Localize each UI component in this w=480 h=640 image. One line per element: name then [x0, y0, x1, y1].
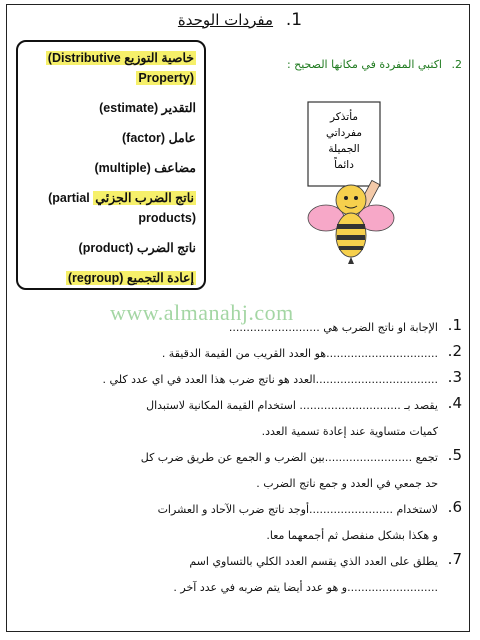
section-heading: مفردات الوحدة	[177, 11, 274, 29]
question-item	[20, 446, 462, 491]
vocab-arabic: ناتج الضرب	[136, 241, 196, 255]
vocab-english: Property)	[138, 71, 194, 85]
vocab-arabic: خاصية التوزيع	[124, 51, 194, 65]
question-item	[20, 498, 462, 543]
vocab-english: (regroup)	[67, 271, 124, 285]
question-number: 6.	[447, 498, 462, 516]
vocab-arabic: التقدير	[161, 101, 196, 115]
vocab-english: (estimate)	[99, 101, 159, 115]
question-item	[20, 368, 462, 387]
question-item	[20, 550, 462, 595]
section-title	[0, 10, 480, 30]
vocab-arabic: عامل	[168, 131, 196, 145]
vocab-english: (product)	[78, 241, 134, 255]
watermark: www.almanahj.com	[110, 300, 294, 325]
question-number: 4.	[447, 394, 462, 412]
sign-line: دائماً	[334, 159, 354, 171]
vocab-item	[26, 158, 196, 178]
instruction-line	[222, 58, 462, 71]
vocab-item	[26, 208, 196, 228]
vocab-english: (Distributive	[47, 51, 121, 65]
vocab-english: (partial	[48, 191, 90, 205]
question-text: ...................................العدد هو ناتج ضرب هذا العدد في اي عدد كلي .	[102, 373, 438, 386]
vocab-arabic: ناتج الضرب الجزئي	[95, 191, 194, 205]
question-number: 7.	[447, 550, 462, 568]
question-text: الإجابة او ناتج الضرب هي ..........................	[228, 321, 438, 334]
section-number: 1.	[285, 10, 303, 30]
vocab-item	[26, 238, 196, 258]
question-item	[20, 342, 462, 361]
vocab-english: (factor)	[122, 131, 166, 145]
question-text-continued: و هكذا بشكل منفصل ثم أجمعهما معا.	[266, 529, 438, 542]
sign-line: مفرداتي	[326, 127, 362, 139]
question-text-continued: كميات متساوية عند إعادة تسمية العدد.	[261, 425, 438, 438]
vocab-arabic: إعادة التجميع	[126, 271, 194, 285]
question-number: 5.	[447, 446, 462, 464]
bee-illustration	[296, 100, 406, 270]
sign-line: مأتذكر	[329, 111, 359, 123]
vocab-item	[26, 128, 196, 148]
bee-head	[336, 185, 366, 215]
question-text: ................................هو العدد القريب من القيمة الدقيقة .	[161, 347, 438, 360]
instruction-text: اكتبي المفردة في مكانها الصحيح :	[286, 58, 442, 71]
vocab-item	[26, 48, 196, 68]
question-text: تجمع .........................بين الضرب و الجمع عن طريق ضرب كل	[140, 451, 438, 464]
vocab-english: products)	[138, 211, 196, 225]
vocab-item	[26, 98, 196, 118]
instruction-number: 2.	[451, 58, 462, 71]
question-text-continued: ..........................و هو عدد أيضا يتم ضربه في عدد آخر .	[173, 581, 438, 594]
vocab-item	[26, 188, 196, 208]
question-number: 2.	[447, 342, 462, 360]
question-text: لاستخدام ........................أوجد ناتج ضرب الآحاد و العشرات	[157, 503, 438, 516]
question-list	[20, 316, 462, 606]
vocab-arabic: مضاعف	[154, 161, 196, 175]
question-item	[20, 394, 462, 439]
sign-line: الجميلة	[328, 143, 360, 155]
question-text: يقصد بـ ............................. استخدام القيمة المكانية لاستبدال	[146, 399, 438, 412]
question-text: يطلق على العدد الذي يقسم العدد الكلي بالتساوي اسم	[189, 555, 438, 568]
vocabulary-box	[16, 40, 206, 290]
vocab-english: (multiple)	[94, 161, 151, 175]
question-text-continued: حد جمعي في العدد و جمع ناتج الضرب .	[256, 477, 438, 490]
vocab-item	[26, 68, 196, 88]
question-number: 1.	[447, 316, 462, 334]
vocab-item	[26, 268, 196, 288]
question-item	[20, 316, 462, 335]
question-number: 3.	[447, 368, 462, 386]
